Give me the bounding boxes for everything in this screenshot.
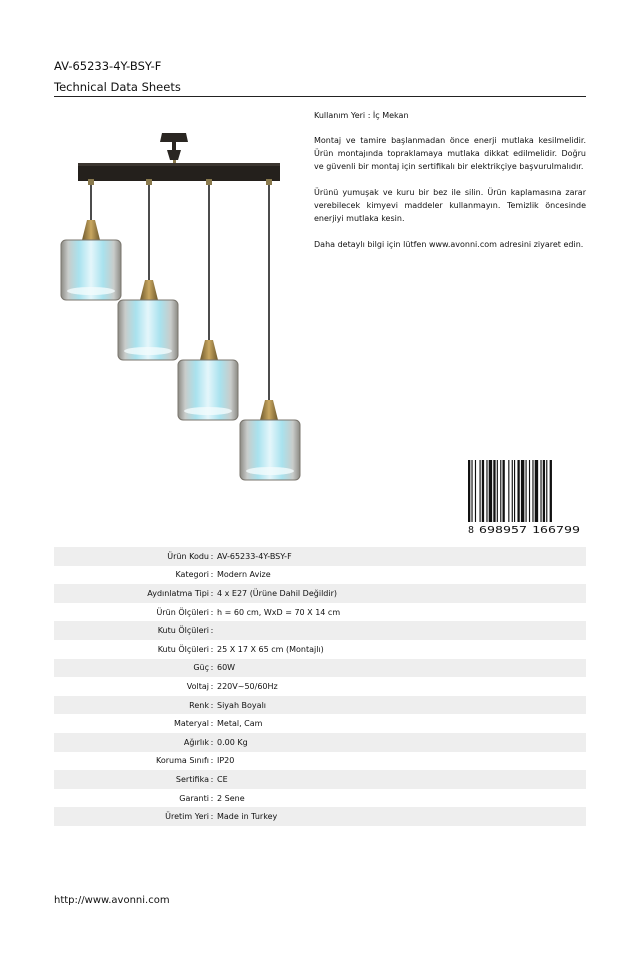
spec-separator: : <box>210 774 214 784</box>
cleaning-paragraph: Ürünü yumuşak ve kuru bir bez ile silin. Ürün kaplamasına zarar verebilecek kimyevi maddeler kullanmayın. Temizlik öncesinde enerjiyi mutlaka kesin. <box>314 188 586 223</box>
spec-row <box>54 547 586 566</box>
spec-row <box>54 733 586 752</box>
product-code-title: AV-65233-4Y-BSY-F <box>54 59 162 73</box>
barcode-bar <box>475 460 476 522</box>
spec-value: Siyah Boyalı <box>217 700 267 710</box>
spec-label: Garanti <box>179 793 209 803</box>
footer-url: http://www.avonni.com <box>54 895 170 906</box>
pendant-lamp-image <box>54 108 312 508</box>
spec-separator: : <box>210 719 214 729</box>
spec-value: Metal, Cam <box>217 719 263 729</box>
spec-label: Materyal <box>173 719 209 729</box>
spec-row <box>54 640 586 659</box>
spec-row <box>54 714 586 733</box>
spec-separator: : <box>210 756 214 766</box>
spec-label: Üretim Yeri <box>165 812 209 822</box>
spec-value: Made in Turkey <box>217 812 278 822</box>
spec-row <box>54 677 586 696</box>
spec-separator: : <box>210 626 214 636</box>
safety-paragraph: Montaj ve tamire başlanmadan önce enerji mutlaka kesilmelidir. Ürün montajında topraklamaya mutlaka dikkat edilmelidir. Doğru ve güvenli bir montaj için sertifikalı bir elektrikçiye başvurulmalıdır. <box>314 136 586 171</box>
spec-value: 220V~50/60Hz <box>217 681 278 691</box>
barcode-bar <box>512 460 513 522</box>
spec-row <box>54 807 586 826</box>
barcode-bar <box>532 460 533 522</box>
barcode-bar <box>521 460 524 522</box>
barcode-bar <box>550 460 552 522</box>
spec-row <box>54 659 586 678</box>
spec-separator: : <box>210 588 214 598</box>
spec-separator: : <box>210 663 214 673</box>
spec-row <box>54 789 586 808</box>
spec-label: Ürün Ölçüleri <box>156 607 209 617</box>
barcode-bar <box>529 460 530 522</box>
barcode-digits-left: 698957 <box>479 525 527 536</box>
website-paragraph: Daha detaylı bilgi için lütfen www.avonni.com adresini ziyaret edin. <box>314 240 584 249</box>
spec-separator: : <box>210 700 214 710</box>
spec-value: IP20 <box>217 756 235 766</box>
spec-separator: : <box>210 737 214 747</box>
spec-label: Kutu Ölçüleri <box>157 626 209 636</box>
spec-separator: : <box>210 812 214 822</box>
spec-label: Ağırlık <box>183 737 209 747</box>
barcode-bar <box>468 460 470 522</box>
spec-row <box>54 696 586 715</box>
barcode-bar <box>480 460 481 522</box>
usage-location: Kullanım Yeri : İç Mekan <box>314 111 409 120</box>
spec-value: 25 X 17 X 65 cm (Montajlı) <box>217 644 324 654</box>
spec-separator: : <box>210 644 214 654</box>
barcode-bar <box>471 460 472 522</box>
description-block <box>314 109 586 264</box>
spec-separator: : <box>210 570 214 580</box>
barcode-bar <box>503 460 505 522</box>
spec-label: Koruma Sınıfı <box>156 756 209 766</box>
barcode-bar <box>540 460 541 522</box>
barcode <box>466 460 586 536</box>
barcode-bar <box>535 460 538 522</box>
spec-label: Kutu Ölçüleri <box>157 644 209 654</box>
spec-separator: : <box>210 681 214 691</box>
spec-separator: : <box>210 607 214 617</box>
barcode-bar <box>500 460 501 522</box>
spec-label: Sertifika <box>175 774 209 784</box>
spec-value: 0.00 Kg <box>217 737 248 747</box>
barcode-bar <box>486 460 487 522</box>
spec-value: AV-65233-4Y-BSY-F <box>217 551 292 561</box>
barcode-bar <box>514 460 515 522</box>
barcode-bar <box>482 460 484 522</box>
spec-label: Renk <box>189 700 209 710</box>
spec-value: CE <box>217 774 228 784</box>
barcode-bar <box>526 460 527 522</box>
spec-label: Güç <box>193 663 209 673</box>
spec-row <box>54 603 586 622</box>
spec-label: Voltaj <box>186 681 209 691</box>
spec-row <box>54 752 586 771</box>
spec-value: 60W <box>217 663 236 673</box>
barcode-bar <box>493 460 495 522</box>
spec-label: Kategori <box>175 570 209 580</box>
spec-value: Modern Avize <box>217 570 271 580</box>
barcode-bar <box>546 460 547 522</box>
spec-row <box>54 566 586 585</box>
spec-table <box>54 547 586 826</box>
spec-row <box>54 621 586 640</box>
spec-row <box>54 584 586 603</box>
spec-label: Aydınlatma Tipi <box>147 588 209 598</box>
barcode-digits-right: 166799 <box>532 525 580 536</box>
barcode-bar <box>543 460 545 522</box>
spec-value: h = 60 cm, WxD = 70 X 14 cm <box>217 607 341 617</box>
barcode-bar <box>497 460 498 522</box>
barcode-bar <box>517 460 519 522</box>
spec-label: Ürün Kodu <box>167 551 209 561</box>
barcode-graphic <box>466 460 586 536</box>
header-divider <box>54 96 586 97</box>
spec-separator: : <box>210 793 214 803</box>
spec-value: 2 Sene <box>217 793 245 803</box>
spec-separator: : <box>210 551 214 561</box>
barcode-bar <box>508 460 509 522</box>
barcode-digit-prefix: 8 <box>468 525 475 536</box>
spec-row <box>54 770 586 789</box>
spec-value: 4 x E27 (Ürüne Dahil Değildir) <box>217 588 337 598</box>
product-photo <box>54 108 312 508</box>
barcode-bar <box>489 460 492 522</box>
document-subtitle: Technical Data Sheets <box>54 80 181 94</box>
